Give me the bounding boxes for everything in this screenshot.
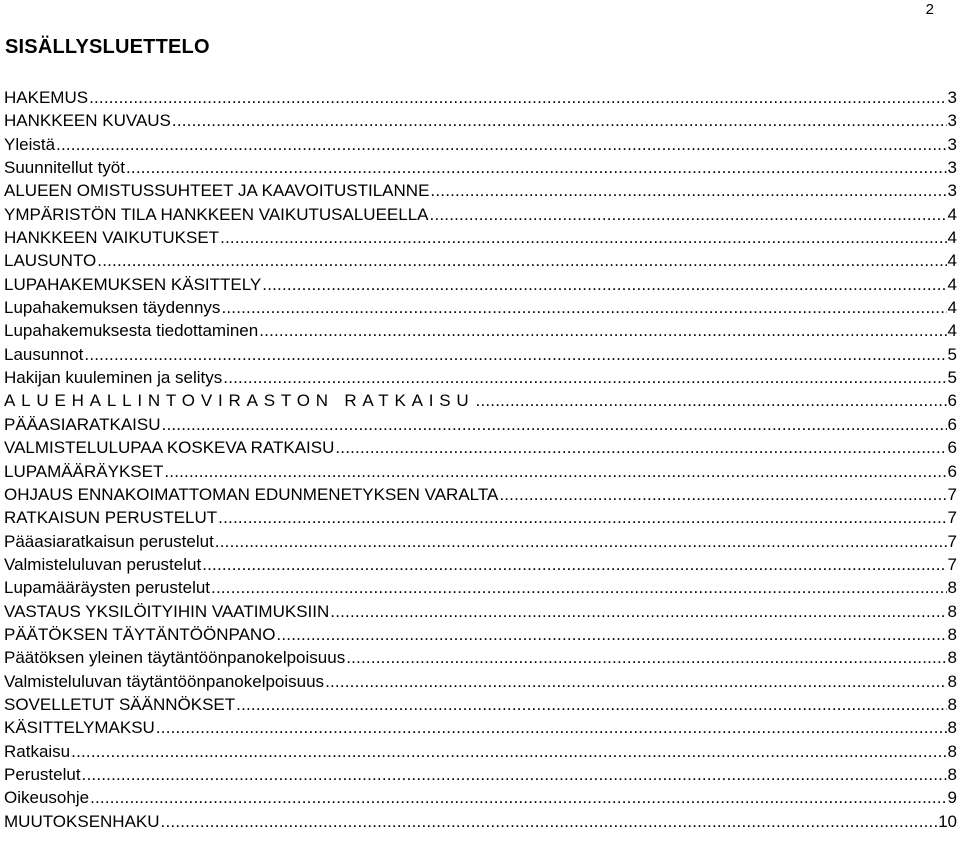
toc-entry-page: 4 <box>947 298 957 318</box>
toc-entry[interactable] <box>4 483 957 506</box>
toc-entry-page: 8 <box>947 694 957 714</box>
toc-entry[interactable] <box>4 576 957 599</box>
toc-dot-leader <box>259 319 946 342</box>
toc-dot-leader <box>84 343 946 366</box>
toc-entry[interactable] <box>4 319 957 342</box>
toc-entry-label: LUPAMÄÄRÄYKSET <box>4 461 164 481</box>
toc-entry-label: Ratkaisu <box>4 741 71 761</box>
toc-entry-page: 4 <box>947 228 957 248</box>
page-number: 2 <box>925 1 934 18</box>
toc-dot-leader <box>476 389 947 412</box>
toc-entry-label: LAUSUNTO <box>4 251 97 271</box>
toc-dot-leader <box>218 506 946 529</box>
toc-entry[interactable] <box>4 600 957 623</box>
toc-entry[interactable] <box>4 670 957 693</box>
toc-entry[interactable] <box>4 343 957 366</box>
toc-entry[interactable] <box>4 693 957 716</box>
toc-dot-leader <box>202 553 946 576</box>
toc-entry[interactable] <box>4 389 957 412</box>
toc-entry[interactable] <box>4 810 957 833</box>
toc-dot-leader <box>236 693 946 716</box>
toc-entry-label: Oikeusohje <box>4 788 90 808</box>
toc-dot-leader <box>162 413 947 436</box>
toc-entry-label: Päätöksen yleinen täytäntöönpanokelpoisuus <box>4 648 346 668</box>
toc-dot-leader <box>430 203 947 226</box>
toc-entry-page: 9 <box>947 788 957 808</box>
toc-entry-page: 4 <box>947 274 957 294</box>
toc-entry-page: 10 <box>938 811 957 831</box>
toc-entry[interactable] <box>4 786 957 809</box>
toc-entry[interactable] <box>4 109 957 132</box>
toc-entry[interactable] <box>4 413 957 436</box>
toc-dot-leader <box>499 483 946 506</box>
toc-dot-leader <box>56 133 947 156</box>
toc-entry-label: Pääasiaratkaisun perustelut <box>4 531 214 551</box>
toc-dot-leader <box>330 600 946 623</box>
toc-entry-label: VALMISTELULUPAA KOSKEVA RATKAISU <box>4 438 335 458</box>
toc-entry-label: HANKKEEN KUVAUS <box>4 111 171 131</box>
toc-entry-label: RATKAISUN PERUSTELUT <box>4 508 218 528</box>
toc-dot-leader <box>211 576 947 599</box>
toc-dot-leader <box>346 646 946 669</box>
toc-entry[interactable] <box>4 226 957 249</box>
toc-entry[interactable] <box>4 763 957 786</box>
toc-entry-label: Valmisteluluvan perustelut <box>4 554 202 574</box>
toc-entry-page: 6 <box>947 391 957 411</box>
toc-entry-label: Hakijan kuuleminen ja selitys <box>4 368 223 388</box>
toc-entry-label: ALUEHALLINTOVIRASTON RATKAISU <box>4 391 475 411</box>
toc-entry-page: 5 <box>947 344 957 364</box>
toc-entry[interactable] <box>4 436 957 459</box>
toc-entry-label: MUUTOKSENHAKU <box>4 811 160 831</box>
toc-entry-page: 6 <box>947 414 957 434</box>
toc-entry[interactable] <box>4 646 957 669</box>
toc-entry-page: 7 <box>947 531 957 551</box>
toc-dot-leader <box>430 179 946 202</box>
toc-entry-page: 7 <box>947 484 957 504</box>
toc-entry-label: Lupamääräysten perustelut <box>4 578 211 598</box>
toc-entry[interactable] <box>4 716 957 739</box>
toc-entry-label: HAKEMUS <box>4 88 89 107</box>
toc-entry-label: SOVELLETUT SÄÄNNÖKSET <box>4 694 236 714</box>
toc-entry-page: 8 <box>947 741 957 761</box>
toc-entry[interactable] <box>4 460 957 483</box>
toc-entry-page: 7 <box>947 508 957 528</box>
toc-entry-page: 8 <box>947 578 957 598</box>
toc-entry-page: 3 <box>947 134 957 154</box>
toc-dot-leader <box>71 740 946 763</box>
toc-dot-leader <box>164 460 946 483</box>
toc-entry[interactable] <box>4 203 957 226</box>
toc-entry[interactable] <box>4 530 957 553</box>
toc-dot-leader <box>223 366 946 389</box>
toc-dot-leader <box>97 249 946 272</box>
toc-entry-label: OHJAUS ENNAKOIMATTOMAN EDUNMENETYKSEN VARALTA <box>4 484 499 504</box>
toc-dot-leader <box>126 156 947 179</box>
toc-entry-label: Lupahakemuksen täydennys <box>4 298 221 318</box>
toc-entry-page: 8 <box>947 671 957 691</box>
toc-dot-leader <box>335 436 946 459</box>
toc-dot-leader <box>156 716 947 739</box>
toc-entry[interactable] <box>4 366 957 389</box>
toc-entry-label: ALUEEN OMISTUSSUHTEET JA KAAVOITUSTILANNE <box>4 181 430 201</box>
toc-dot-leader <box>172 109 947 132</box>
toc-entry-label: Suunnitellut työt <box>4 158 125 178</box>
toc-entry-label: Valmisteluluvan täytäntöönpanokelpoisuus <box>4 671 325 691</box>
toc-entry-label: Yleistä <box>4 134 56 154</box>
toc-entry-page: 4 <box>947 321 957 341</box>
toc-entry[interactable] <box>4 740 957 763</box>
toc-entry[interactable] <box>4 133 957 156</box>
toc-entry[interactable] <box>4 273 957 296</box>
toc-entry-page: 7 <box>947 554 957 574</box>
toc-entry-page: 8 <box>947 601 957 621</box>
toc-entry-page: 5 <box>947 368 957 388</box>
toc-entry-page: 6 <box>947 461 957 481</box>
toc-title: SISÄLLYSLUETTELO <box>5 36 210 58</box>
toc-entry-label: VASTAUS YKSILÖITYIHIN VAATIMUKSIIN <box>4 601 330 621</box>
toc-dot-leader <box>220 226 946 249</box>
toc-entry-page: 8 <box>947 624 957 644</box>
toc-entry-page: 8 <box>947 764 957 784</box>
toc-entry-label: Perustelut <box>4 764 81 784</box>
toc-entry[interactable] <box>4 179 957 202</box>
toc-entry[interactable] <box>4 506 957 529</box>
toc-entry-page: 6 <box>947 438 957 458</box>
toc-entry[interactable] <box>4 623 957 646</box>
toc-entry-label: PÄÄTÖKSEN TÄYTÄNTÖÖNPANO <box>4 624 276 644</box>
toc-entry[interactable] <box>4 86 957 109</box>
toc-entry-page: 8 <box>947 648 957 668</box>
toc-dot-leader <box>262 273 946 296</box>
toc-dot-leader <box>215 530 947 553</box>
toc-dot-leader <box>82 763 947 786</box>
toc-entry-label: KÄSITTELYMAKSU <box>4 718 155 738</box>
toc-dot-leader <box>89 86 946 109</box>
toc-entry-page: 3 <box>947 181 957 201</box>
toc-entry[interactable] <box>4 249 957 272</box>
toc-entry-page: 4 <box>947 251 957 271</box>
toc-entry-label: Lupahakemuksesta tiedottaminen <box>4 321 259 341</box>
toc-dot-leader <box>161 810 938 833</box>
toc-entry-label: Lausunnot <box>4 344 84 364</box>
toc-entry-page: 3 <box>947 88 957 107</box>
toc-entry-label: PÄÄASIARATKAISU <box>4 414 161 434</box>
toc-entry-label: YMPÄRISTÖN TILA HANKKEEN VAIKUTUSALUEELLA <box>4 204 429 224</box>
toc-dot-leader <box>90 786 946 809</box>
toc-entry-page: 4 <box>947 204 957 224</box>
toc-entry-page: 3 <box>947 158 957 178</box>
toc-entry-label: HANKKEEN VAIKUTUKSET <box>4 228 220 248</box>
toc-entry-page: 8 <box>947 718 957 738</box>
toc-dot-leader <box>276 623 946 646</box>
toc-entry[interactable] <box>4 156 957 179</box>
toc-entry-page: 3 <box>947 111 957 131</box>
toc-entry-label: LUPAHAKEMUKSEN KÄSITTELY <box>4 274 262 294</box>
toc-dot-leader <box>221 296 946 319</box>
toc-list <box>4 86 957 833</box>
toc-dot-leader <box>325 670 946 693</box>
toc-entry[interactable] <box>4 553 957 576</box>
toc-entry[interactable] <box>4 296 957 319</box>
